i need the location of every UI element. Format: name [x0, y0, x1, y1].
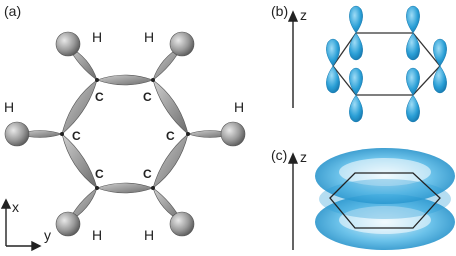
- z-axis-b: [289, 12, 297, 108]
- hydrogen-label: H: [144, 227, 155, 243]
- hydrogen-label: H: [234, 99, 245, 115]
- panel-b: [271, 3, 447, 122]
- panel-b-label: (b): [271, 3, 289, 19]
- hydrogen-label: H: [4, 99, 15, 115]
- carbon-label: C: [143, 90, 152, 104]
- y-axis-label: y: [44, 227, 51, 243]
- carbon-label: C: [166, 129, 175, 143]
- carbon-label: C: [95, 167, 104, 181]
- carbon-label: C: [72, 129, 81, 143]
- panel-a-label: (a): [4, 3, 22, 19]
- z-axis-label: z: [300, 7, 307, 23]
- x-axis-label: x: [12, 199, 19, 215]
- hydrogen-label: H: [92, 227, 103, 243]
- xy-axes: [2, 200, 40, 250]
- carbon-label: C: [143, 167, 152, 181]
- benzene-ring-side-view: [333, 33, 440, 95]
- panel-c-label: (c): [271, 147, 288, 163]
- carbon-label: C: [95, 90, 104, 104]
- pi-electron-cloud: [315, 148, 455, 250]
- hydrogen-label: H: [144, 29, 155, 45]
- panel-a: [2, 3, 245, 250]
- hydrogen-label: H: [92, 29, 103, 45]
- panel-c: [271, 147, 455, 250]
- z-axis-c: [289, 154, 297, 250]
- p-orbitals: [326, 6, 446, 122]
- c-h-bond-lobes: [18, 46, 232, 222]
- z-axis-label: z: [300, 149, 307, 165]
